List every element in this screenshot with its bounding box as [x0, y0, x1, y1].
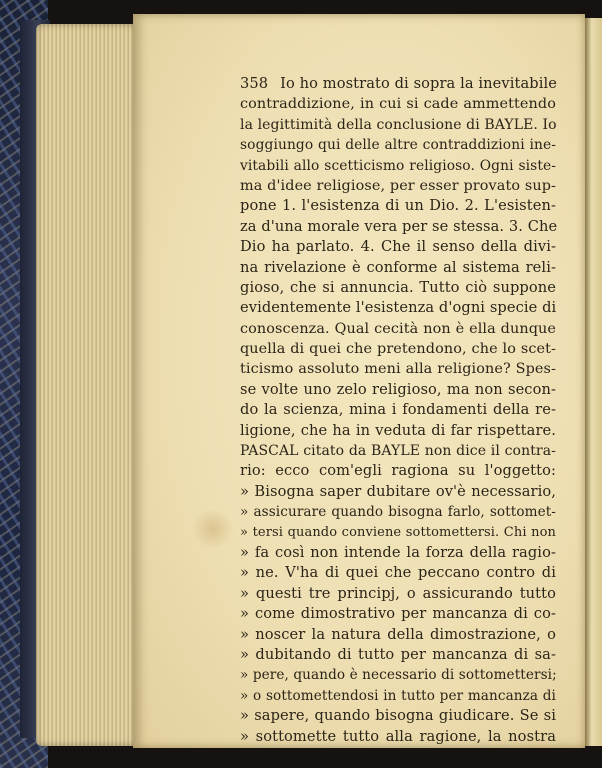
text-line: » dubitando di tutto per mancanza di sa-	[240, 645, 556, 663]
text-line: » pere, quando è necessario di sottomettersi;	[240, 667, 557, 684]
text-line: conoscenza. Qual cecità non è ella dunque	[240, 320, 556, 337]
text-line: za d'una morale vera per se stessa. 3. Che	[240, 217, 558, 235]
text-line: gioso, che si annuncia. Tutto ciò suppone	[240, 278, 556, 296]
text-line: » tersi quando conviene sottomettersi. Chi non	[240, 524, 556, 540]
text-line: » sottomette tutto alla ragione, la nostra	[240, 727, 556, 745]
text-line: » fa così non intende la forza della ragio-	[240, 543, 556, 561]
text-line: rio: ecco com'egli ragiona su l'oggetto:	[240, 462, 556, 480]
page-stain	[190, 510, 236, 548]
text-line: » Bisogna saper dubitare ov'è necessario,	[240, 482, 556, 500]
text-line: » assicurare quando bisogna farlo, sottomet-	[240, 504, 556, 521]
text-line: se volte uno zelo religioso, ma non secon-	[240, 380, 556, 398]
text-line: contraddizione, in cui si cade ammettendo	[240, 96, 556, 113]
text-line: na rivelazione è conforme al sistema reli-	[240, 258, 556, 276]
text-line: » noscer la natura della dimostrazione, o	[240, 625, 556, 643]
next-page-edge	[585, 18, 602, 746]
text-line: la legittimità della conclusione di BAYLE. Io	[240, 116, 557, 133]
text-line: soggiungo qui delle altre contraddizioni ine-	[240, 137, 556, 154]
page-header-line	[240, 74, 556, 94]
page-number: 358	[240, 75, 269, 92]
text-line: evidentemente l'esistenza d'ogni specie di	[240, 299, 557, 317]
text-line: ticismo assoluto meni alla religione? Spes-	[240, 361, 556, 378]
text-line: quella di quei che pretendono, che lo scet-	[240, 341, 556, 358]
text-line: » questi tre principj, o assicurando tutto	[240, 584, 556, 602]
text-line: pone 1. l'esistenza di un Dio. 2. L'esisten-	[240, 197, 556, 215]
text-line: » come dimostrativo per mancanza di co-	[240, 605, 556, 623]
text-line: » ne. V'ha di quei che peccano contro di	[240, 564, 556, 582]
text-line: ligione, che ha in veduta di far rispettare.	[240, 421, 556, 439]
page-block-edges	[36, 24, 136, 746]
page-text-block	[240, 74, 556, 747]
text-line: do la scienza, mina i fondamenti della re-	[240, 401, 556, 419]
text-line: ma d'idee religiose, per esser provato sup-	[240, 177, 556, 194]
text-line: Dio ha parlato. 4. Che il senso della divi-	[240, 238, 556, 256]
text-line: vitabili allo scetticismo religioso. Ogni siste-	[240, 157, 556, 174]
text-line: » sapere, quando bisogna giudicare. Se si	[240, 707, 556, 725]
text-line: » o sottomettendosi in tutto per mancanza di	[240, 687, 556, 704]
text-line: PASCAL citato da BAYLE non dice il contra-	[240, 443, 556, 460]
text-line: Io ho mostrato di sopra la inevitabile	[280, 75, 557, 92]
